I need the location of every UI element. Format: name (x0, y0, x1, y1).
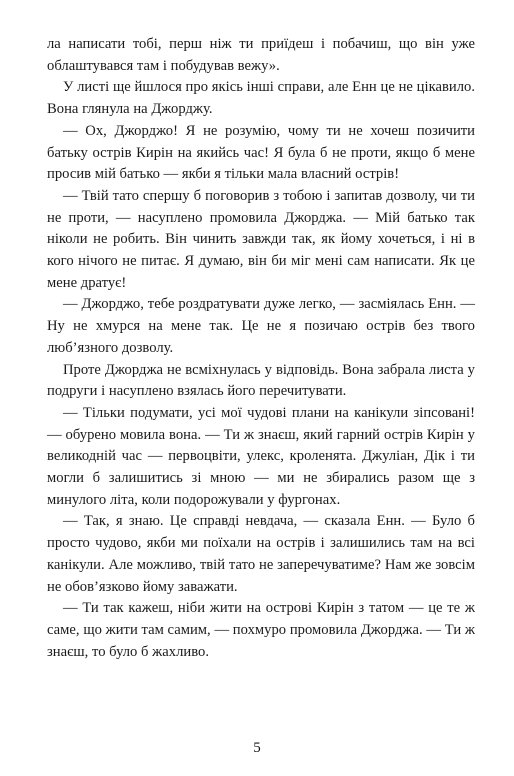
paragraph: Проте Джорджа не всміхнулась у відповідь. Вона забрала листа у подруги і насуплено взялась його перечитувати. (47, 361, 475, 400)
paragraph: — Тільки подумати, усі мої чудові плани на канікули зіпсовані! — обурено мовила вона. — Ти ж знаєш, який гарний острів Кирін у великодній час — первоцвіти, улекс, кроленята. Джуліан, Дік і ти могли б залишитись зі мною — ми не збирались разом ще з минулого літа, коли подорожували у фургонах. (47, 404, 475, 508)
paragraph: — Так, я знаю. Це справді невдача, — сказала Енн. — Було б просто чудово, якби ми поїхали на острів і залишились там на всі канікули. Але можливо, твій тато не заперечуватиме? Нам же зовсім не обов’язково йому заважати. (47, 513, 475, 595)
paragraph: — Джорджо, тебе роздратувати дуже легко, — засміялась Енн. — Ну не хмурся на мене так. Це не я позичаю острів без твого люб’язного дозволу. (47, 296, 475, 356)
paragraph: У листі ще йшлося про якісь інші справи, але Енн це не цікавило. Вона глянула на Джорджу. (47, 79, 475, 118)
paragraph: — Твій тато спершу б поговорив з тобою і запитав дозволу, чи ти не проти, — насуплено промовила Джорджа. — Мій батько так ніколи не робить. Він чинить завжди так, як йому хочеться, і ні в кого нічого не питає. Я думаю, він би міг мені сам написати. Як це мене дратує! (47, 187, 475, 291)
paragraph: — Ти так кажеш, ніби жити на острові Кирін з татом — це те ж саме, що жити там самим, — похмуро промовила Джорджа. — Ти ж знаєш, то було б жахливо. (47, 600, 475, 660)
paragraph-continuation: ла написати тобі, перш ніж ти приїдеш і побачиш, що він уже облаштувався там і побудував вежу». (47, 36, 475, 74)
body-text (47, 34, 475, 663)
page-number: 5 (253, 740, 261, 756)
paragraph: — Ох, Джорджо! Я не розумію, чому ти не хочеш позичити батьку острів Кирін на якийсь час! Я була б не проти, якщо б мене просив мій батько — якби я тільки мала власний острів! (47, 122, 475, 183)
